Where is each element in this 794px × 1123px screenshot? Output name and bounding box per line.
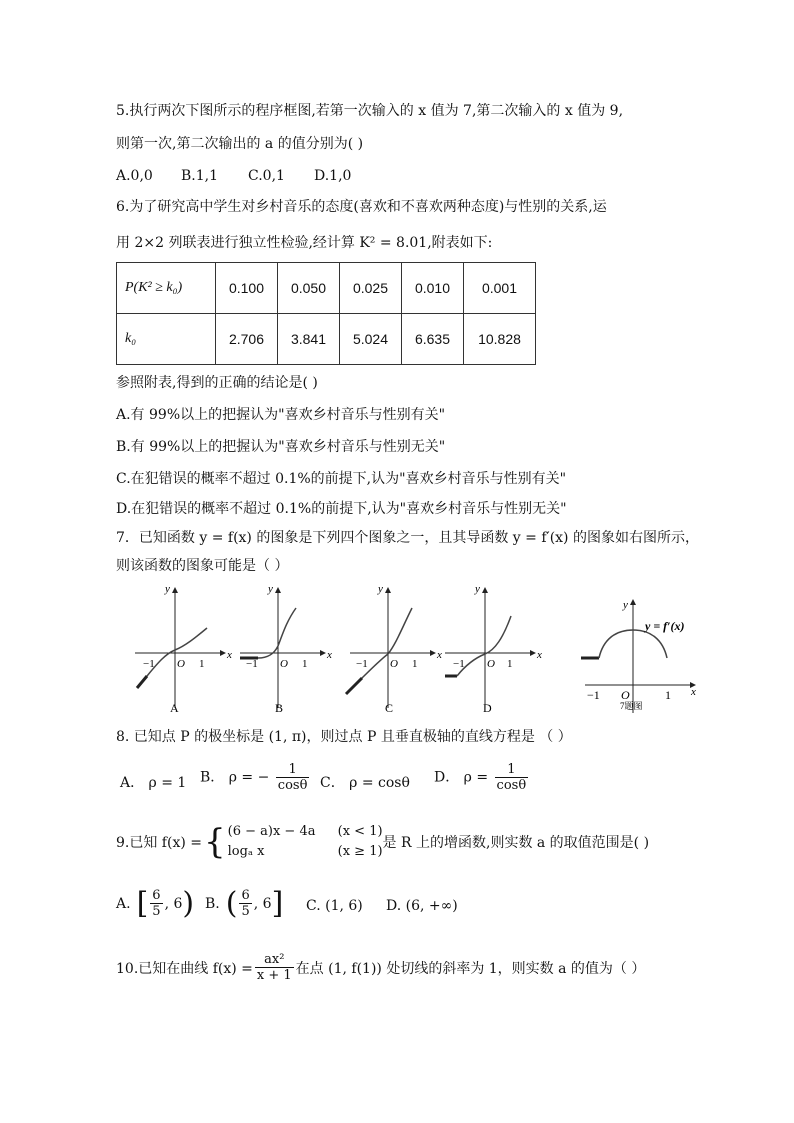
q5-option-b: B.1,1: [181, 168, 219, 184]
table-cell: 0.001: [464, 263, 536, 314]
table-row-label: k₀: [117, 314, 216, 365]
origin-label: O: [390, 658, 398, 670]
fraction-numerator: 1: [276, 762, 310, 778]
q6-line2: 用 2×2 列联表进行独立性检验,经计算 K² = 8.01,附表如下:: [116, 235, 493, 251]
table-cell: 10.828: [464, 314, 536, 365]
q10-suffix: 在点 (1, f(1)) 处切线的斜率为 1，则实数 a 的值为（ ）: [295, 960, 646, 977]
table-cell: 2.706: [216, 314, 278, 365]
table-row-label: P(K² ≥ k₀): [117, 263, 216, 314]
q9-piecewise: [228, 822, 383, 862]
axis-x-label: x: [537, 649, 542, 661]
q9-prefix: 9.已知 f(x) =: [116, 835, 202, 851]
q6-prompt: 参照附表,得到的正确的结论是( ): [116, 375, 318, 391]
q9-option-b-prefix: B.: [205, 895, 220, 912]
q7-graphs: [125, 578, 715, 718]
fraction: [276, 762, 310, 793]
tick-neg1: −1: [453, 658, 465, 670]
axis-x-label: x: [227, 649, 232, 661]
graph-a: [135, 583, 232, 715]
origin-label: O: [487, 658, 495, 670]
graph-d: [445, 583, 542, 715]
q5-option-a: A.0,0: [116, 168, 153, 184]
fraction-denominator: x + 1: [256, 968, 292, 983]
q8-line1: 8. 已知点 P 的极坐标是 (1, π)，则过点 P 且垂直极轴的直线方程是 （ ）: [116, 729, 572, 745]
q7-line2: 则该函数的图象可能是（ ）: [116, 558, 289, 574]
axis-y-label: y: [378, 583, 383, 595]
fraction-numerator: 6: [152, 888, 161, 903]
fraction-numerator: 6: [241, 888, 250, 903]
graph-c: [346, 583, 442, 715]
tick-1: 1: [507, 658, 513, 670]
fraction: [239, 888, 251, 919]
q6-line1: 6.为了研究高中学生对乡村音乐的态度(喜欢和不喜欢两种态度)与性别的关系,运: [116, 199, 607, 215]
q10-stem: [116, 952, 645, 983]
critical-value-table: [116, 262, 536, 365]
fraction-numerator: ax²: [255, 952, 294, 968]
q9-stem: [116, 822, 649, 862]
derivative-graph: [581, 599, 696, 713]
origin-label: O: [280, 658, 288, 670]
q9-suffix: 是 R 上的增函数,则实数 a 的取值范围是( ): [382, 835, 650, 851]
table-cell: 0.100: [216, 263, 278, 314]
table-cell: 0.050: [278, 263, 340, 314]
axis-x-label: x: [327, 649, 332, 661]
table-cell: 3.841: [278, 314, 340, 365]
origin-label: O: [177, 658, 185, 670]
q8-option-d-prefix: D． ρ =: [434, 769, 489, 786]
table-cell: 0.025: [340, 263, 402, 314]
graph-d-label: D: [483, 701, 492, 715]
graph-b-label: B: [275, 701, 284, 715]
q6-option-b: B.有 99%以上的把握认为"喜欢乡村音乐与性别无关": [116, 439, 446, 455]
paren-icon: ): [182, 886, 195, 921]
q10-prefix: 10.已知在曲线 f(x) =: [116, 960, 253, 977]
q5-option-c: C.0,1: [248, 168, 285, 184]
brace-icon: {: [204, 822, 226, 862]
q5-line2: 则第一次,第二次输出的 a 的值分别为( ): [116, 136, 364, 152]
q6-option-d: D.在犯错误的概率不超过 0.1%的前提下,认为"喜欢乡村音乐与性别无关": [116, 501, 567, 517]
fraction: [150, 888, 162, 919]
q8-option-b-prefix: B． ρ = −: [200, 769, 270, 786]
figure-caption: 7题图: [620, 701, 643, 711]
axis-y-label: y: [475, 583, 480, 595]
graph-a-label: A: [170, 701, 179, 715]
bracket-icon: [: [136, 886, 149, 921]
table-row: [117, 314, 536, 365]
q9-cond1: (x < 1): [337, 824, 383, 839]
bracket-icon: ]: [271, 886, 284, 921]
q5-line1: 5.执行两次下图所示的程序框图,若第一次输入的 x 值为 7,第二次输入的 x 值为 9,: [116, 103, 624, 119]
q8-option-a: A． ρ = 1: [120, 775, 187, 791]
tick-neg1: −1: [587, 688, 600, 702]
q9-option-a-tail: , 6: [164, 895, 183, 912]
axis-x-label: x: [437, 649, 442, 661]
q9-option-b-tail: , 6: [253, 895, 272, 912]
tick-1: 1: [199, 658, 205, 670]
fraction-denominator: cosθ: [277, 778, 308, 793]
axis-y-label: y: [268, 583, 273, 595]
q5-option-d: D.1,0: [314, 168, 352, 184]
table-cell: 6.635: [402, 314, 464, 365]
table-row: [117, 263, 536, 314]
q9-case2: logₐ x: [227, 844, 265, 859]
tick-1: 1: [665, 688, 671, 702]
fraction-numerator: 1: [495, 762, 529, 778]
table-cell: 5.024: [340, 314, 402, 365]
q9-option-c: C. (1, 6): [306, 898, 363, 914]
q8-option-d: [434, 762, 530, 793]
q9-option-a-prefix: A.: [116, 895, 131, 912]
origin-label: O: [621, 688, 630, 702]
paren-icon: (: [225, 886, 238, 921]
fraction-denominator: 5: [152, 904, 161, 919]
q9-option-b: [205, 886, 283, 921]
tick-neg1: −1: [356, 658, 368, 670]
tick-neg1: −1: [143, 658, 155, 670]
tick-1: 1: [412, 658, 418, 670]
tick-1: 1: [302, 658, 308, 670]
q9-cond2: (x ≥ 1): [337, 844, 383, 859]
table-cell: 0.010: [402, 263, 464, 314]
q8-option-c: C． ρ = cosθ: [320, 775, 410, 791]
axis-y-label: y: [165, 583, 170, 595]
graph-c-label: C: [385, 701, 394, 715]
tick-neg1: −1: [246, 658, 258, 670]
q6-option-a: A.有 99%以上的把握认为"喜欢乡村音乐与性别有关": [116, 407, 446, 423]
fraction-denominator: cosθ: [496, 778, 527, 793]
q7-line1: 7．已知函数 y = f(x) 的图象是下列四个图象之一，且其导函数 y = f′(x) 的图象如右图所示，: [116, 530, 699, 546]
q6-option-c: C.在犯错误的概率不超过 0.1%的前提下,认为"喜欢乡村音乐与性别有关": [116, 471, 567, 487]
q9-case1: (6 − a)x − 4a: [227, 824, 316, 839]
axis-x-label: x: [691, 686, 696, 698]
q9-option-d: D. (6, +∞): [386, 898, 458, 914]
fraction-denominator: 5: [241, 904, 250, 919]
q9-option-a: [116, 886, 194, 921]
derivative-label: y = f′(x): [645, 619, 685, 633]
graph-b: [240, 583, 332, 715]
fraction: [495, 762, 529, 793]
axis-y-label: y: [623, 599, 628, 611]
fraction: [255, 952, 294, 983]
q8-option-b: [200, 762, 311, 793]
